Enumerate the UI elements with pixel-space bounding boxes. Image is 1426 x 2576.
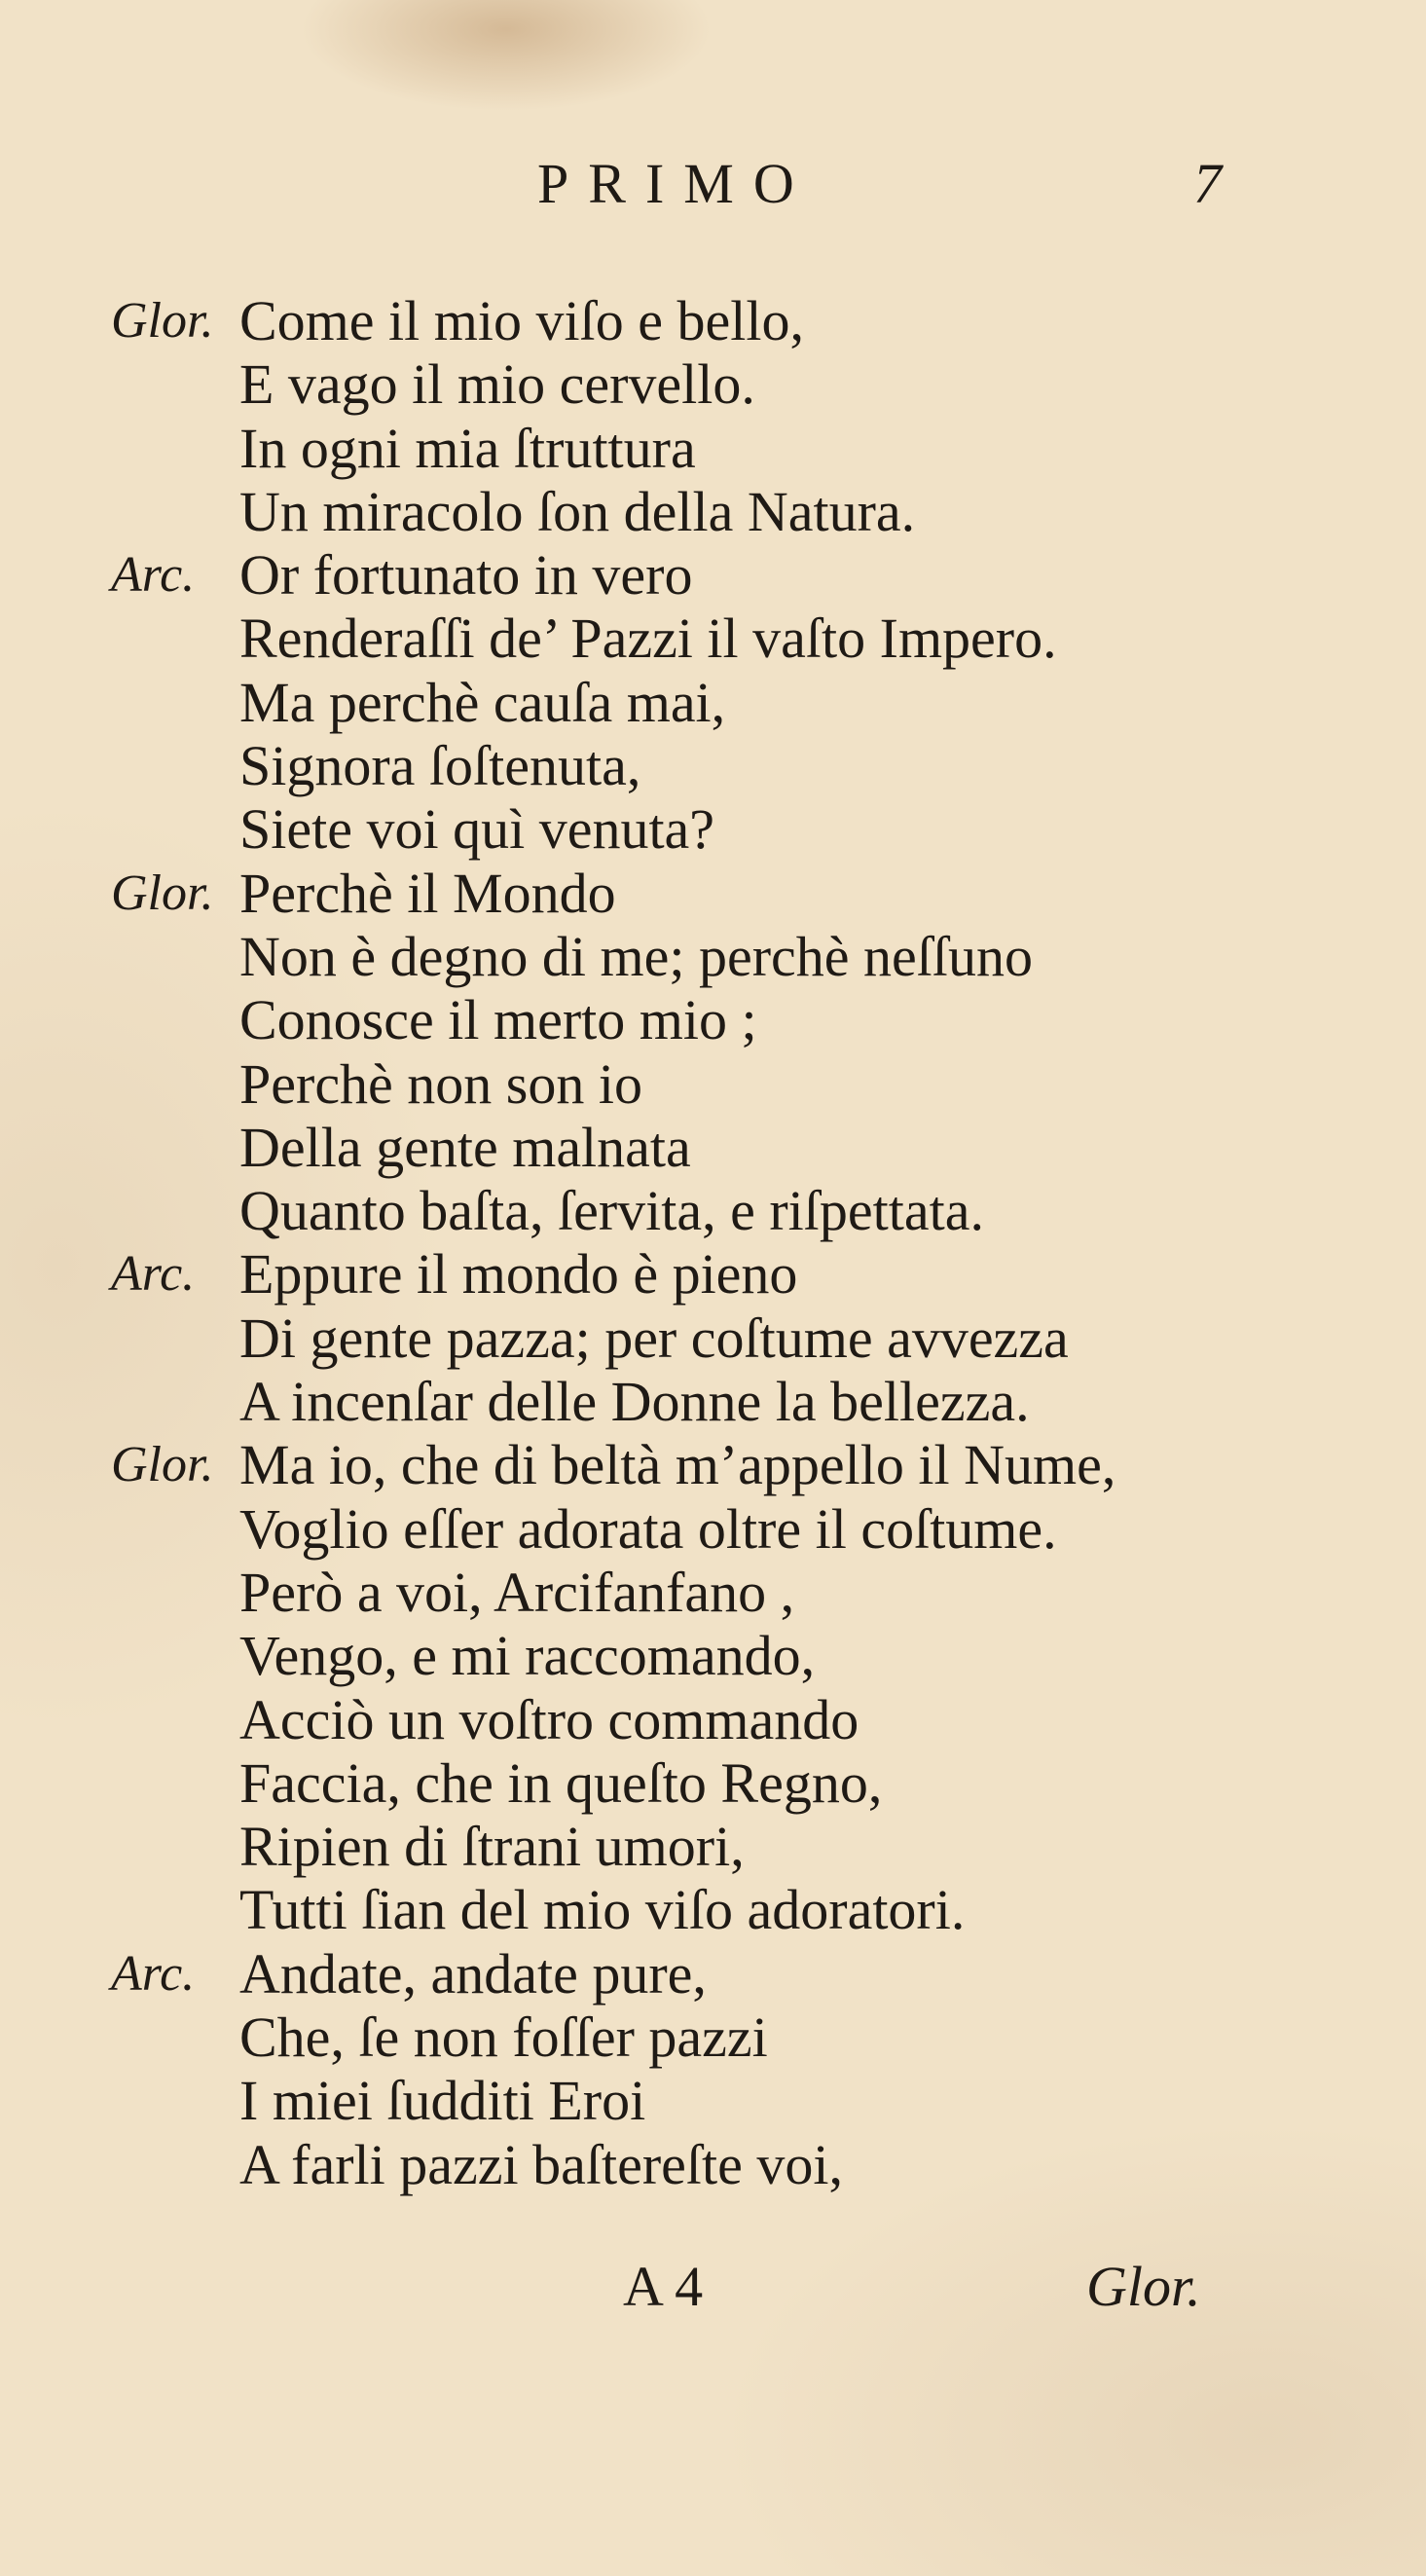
verse-text: A incenſar delle Donne la bellezza. bbox=[239, 1370, 1030, 1434]
verse-line bbox=[0, 289, 1426, 352]
speaker-label: Glor. bbox=[111, 1437, 214, 1493]
speaker-label: Arc. bbox=[111, 1945, 196, 2002]
verse-text: Andate, andate pure, bbox=[239, 1941, 707, 2006]
catchword: Glor. bbox=[1086, 2255, 1201, 2318]
verse-line bbox=[0, 925, 1426, 988]
verse-line bbox=[0, 1878, 1426, 1941]
verse-line bbox=[0, 862, 1426, 925]
verse-line bbox=[0, 734, 1426, 797]
verse-text: Però a voi, Arcifanfano , bbox=[239, 1560, 795, 1624]
verse-text: Faccia, che in queſto Regno, bbox=[239, 1750, 883, 1815]
verse-text: Signora ſoſtenuta, bbox=[239, 734, 641, 798]
verse-text: Quanto baſta, ſervita, e riſpettata. bbox=[239, 1179, 984, 1243]
verse-line bbox=[0, 1815, 1426, 1878]
verse-text: Ma io, che di beltà m’appello il Nume, bbox=[239, 1433, 1116, 1497]
verse-text: Perchè il Mondo bbox=[239, 861, 616, 925]
verse-block bbox=[0, 289, 1426, 2196]
verse-line bbox=[0, 988, 1426, 1051]
verse-text: In ogni mia ſtruttura bbox=[239, 416, 696, 480]
verse-text: Acciò un voſtro commando bbox=[239, 1687, 859, 1751]
verse-text: Tutti ſian del mio viſo adoratori. bbox=[239, 1878, 966, 1942]
speaker-label: Glor. bbox=[111, 865, 214, 921]
page-number: 7 bbox=[1193, 152, 1222, 215]
verse-text: Vengo, e mi raccomando, bbox=[239, 1624, 816, 1688]
verse-text: Eppure il mondo è pieno bbox=[239, 1242, 798, 1306]
verse-line bbox=[0, 2133, 1426, 2196]
verse-text: Siete voi quì venuta? bbox=[239, 797, 715, 862]
verse-line bbox=[0, 1370, 1426, 1433]
speaker-label: Arc. bbox=[111, 547, 196, 604]
verse-line bbox=[0, 671, 1426, 734]
verse-text: Ma perchè cauſa mai, bbox=[239, 670, 726, 734]
verse-text: Che, ſe non foſſer pazzi bbox=[239, 2006, 768, 2070]
verse-line bbox=[0, 1179, 1426, 1242]
verse-text: A farli pazzi baſtereſte voi, bbox=[239, 2132, 843, 2196]
verse-line bbox=[0, 1561, 1426, 1624]
verse-line bbox=[0, 417, 1426, 480]
verse-text: Un miracolo ſon della Natura. bbox=[239, 479, 916, 543]
verse-line bbox=[0, 2006, 1426, 2069]
verse-text: Come il mio viſo e bello, bbox=[239, 289, 804, 352]
verse-line bbox=[0, 543, 1426, 607]
verse-text: Non è degno di me; perchè neſſuno bbox=[239, 924, 1033, 988]
speaker-label: Arc. bbox=[111, 1246, 196, 1303]
verse-line bbox=[0, 1688, 1426, 1751]
verse-line bbox=[0, 1942, 1426, 2006]
verse-line bbox=[0, 1116, 1426, 1179]
verse-text: I miei ſudditi Eroi bbox=[239, 2069, 646, 2133]
verse-line bbox=[0, 1433, 1426, 1496]
verse-text: Voglio eſſer adorata oltre il coſtume. bbox=[239, 1496, 1057, 1561]
verse-line bbox=[0, 480, 1426, 543]
verse-text: Della gente malnata bbox=[239, 1115, 691, 1179]
running-head: PRIMO bbox=[537, 152, 814, 215]
verse-text: Perchè non son io bbox=[239, 1051, 642, 1116]
verse-line bbox=[0, 1306, 1426, 1370]
verse-line bbox=[0, 1751, 1426, 1815]
verse-line bbox=[0, 2069, 1426, 2132]
verse-text: Renderaſſi de’ Pazzi il vaſto Impero. bbox=[239, 607, 1057, 671]
verse-text: Or fortunato in vero bbox=[239, 543, 693, 607]
speaker-label: Glor. bbox=[111, 293, 214, 349]
verse-line bbox=[0, 607, 1426, 670]
signature-mark: A 4 bbox=[623, 2255, 704, 2318]
verse-text: Ripien di ſtrani umori, bbox=[239, 1815, 745, 1879]
verse-text: Conosce il merto mio ; bbox=[239, 988, 757, 1052]
verse-line bbox=[0, 1052, 1426, 1116]
verse-line bbox=[0, 1242, 1426, 1306]
verse-text: E vago il mio cervello. bbox=[239, 352, 755, 417]
verse-line bbox=[0, 352, 1426, 416]
verse-line bbox=[0, 1497, 1426, 1561]
verse-line bbox=[0, 797, 1426, 861]
verse-line bbox=[0, 1624, 1426, 1687]
verse-text: Di gente pazza; per coſtume avvezza bbox=[239, 1306, 1069, 1370]
